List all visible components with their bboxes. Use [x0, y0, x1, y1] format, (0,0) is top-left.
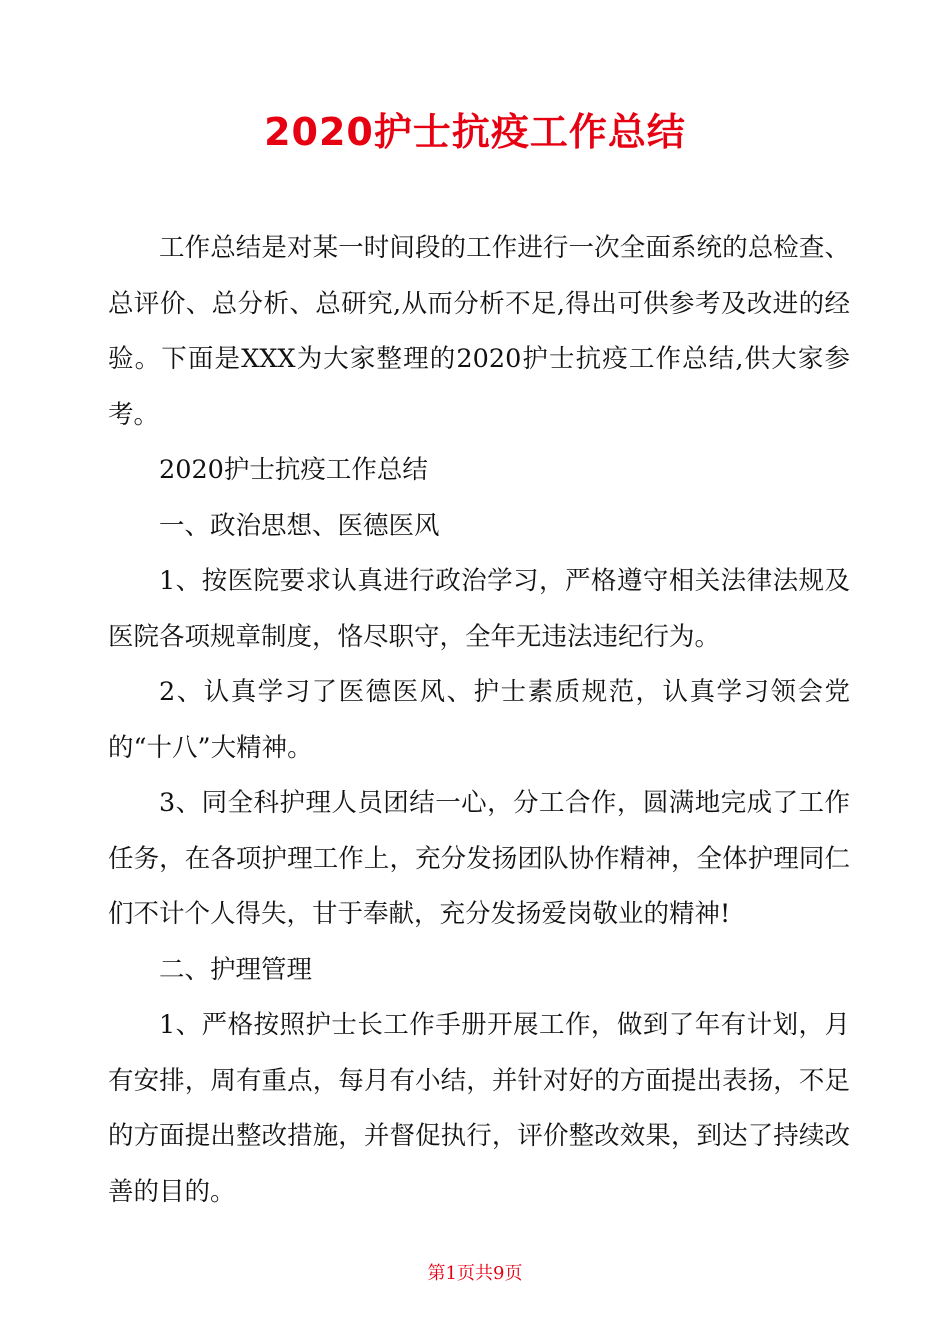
paragraph-item-1-1: 1、按医院要求认真进行政治学习，严格遵守相关法律法规及医院各项规章制度，恪尽职守，全年无违法违纪行为。 — [108, 566, 850, 652]
paragraph-item-2-1: 1、严格按照护士长工作手册开展工作，做到了年有计划，月有安排，周有重点，每月有小结，并针对好的方面提出表扬，不足的方面提出整改措施，并督促执行，评价整改效果，到达了持续改善的目的。 — [108, 1010, 850, 1207]
paragraph-subtitle: 2020护士抗疫工作总结 — [159, 455, 428, 485]
paragraph-intro: 工作总结是对某一时间段的工作进行一次全面系统的总检查、总评价、总分析、总研究,从而分析不足,得出可供参考及改进的经验。下面是XXX为大家整理的2020护士抗疫工作总结,供大家参考。 — [108, 233, 850, 430]
section-heading-2: 二、护理管理 — [159, 954, 313, 985]
paragraph-item-1-2: 2、认真学习了医德医风、护士素质规范，认真学习领会党的“十八”大精神。 — [108, 677, 850, 763]
section-heading-1: 一、政治思想、医德医风 — [159, 510, 440, 541]
page-number-footer: 第1页共9页 — [427, 1263, 523, 1284]
document-title: 2020护士抗疫工作总结 — [264, 110, 686, 154]
document-body — [108, 221, 850, 1220]
paragraph-item-1-3: 3、同全科护理人员团结一心，分工合作，圆满地完成了工作任务，在各项护理工作上，充分发扬团队协作精神，全体护理同仁们不计个人得失，甘于奉献，充分发扬爱岗敬业的精神! — [108, 788, 850, 929]
